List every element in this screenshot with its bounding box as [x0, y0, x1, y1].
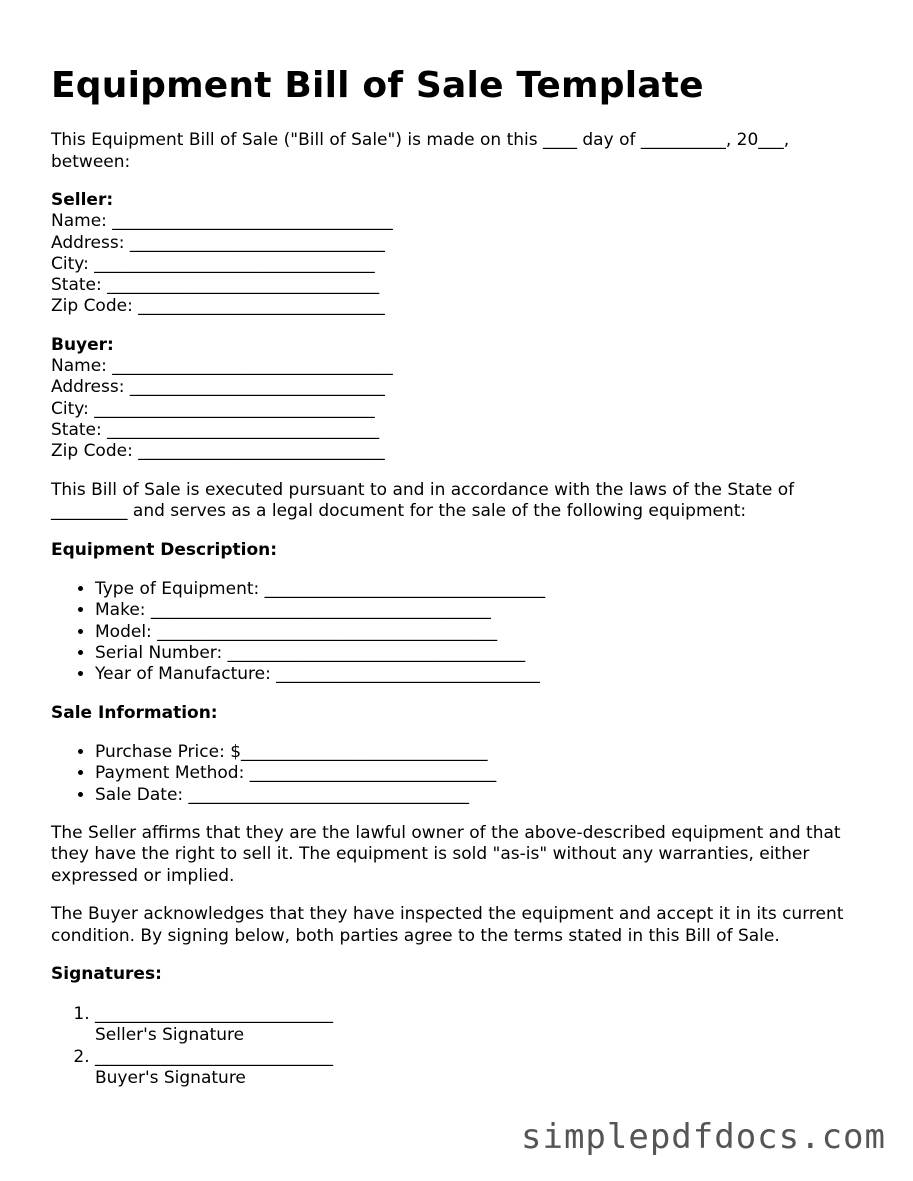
seller-address-field: Address: ______________________________ — [51, 232, 385, 253]
sale-price-field: • Purchase Price: $_____________________________ — [95, 742, 861, 763]
buyer-address-field: Address: ______________________________ — [51, 377, 385, 398]
buyer-signature-entry — [95, 1047, 861, 1090]
acknowledgement-paragraph: The Buyer acknowledges that they have inspected the equipment and accept it in its current condition. By signing below, both parties agree to the terms stated in this Bill of Sale. — [51, 904, 844, 946]
buyer-name-field: Name: _________________________________ — [51, 356, 393, 377]
affirmation-paragraph: The Seller affirms that they are the lawful owner of the above-described equipment and that they have the right to sell it. The equipment is sold "as-is" without any warranties, either expressed or implied. — [51, 822, 841, 886]
seller-zip-field: Zip Code: _____________________________ — [51, 296, 385, 317]
seller-city-field: City: _________________________________ — [51, 253, 375, 274]
seller-name-field: Name: _________________________________ — [51, 211, 393, 232]
buyer-signature-caption: Buyer's Signature — [95, 1068, 246, 1089]
buyer-state-field: State: ________________________________ — [51, 419, 380, 440]
watermark: simplepdfdocs.com — [521, 1117, 886, 1157]
sale-list — [51, 742, 861, 806]
buyer-zip-field: Zip Code: _____________________________ — [51, 441, 385, 462]
buyer-city-field: City: _________________________________ — [51, 398, 375, 419]
pursuant-paragraph: This Bill of Sale is executed pursuant to and in accordance with the laws of the State of _________ and serves as a legal document for the sale of the following equipment: — [51, 479, 795, 522]
equipment-heading: Equipment Description: — [51, 539, 278, 560]
equipment-year-field: • Year of Manufacture: _______________________________ — [95, 664, 861, 685]
equipment-type-field: • Type of Equipment: _________________________________ — [95, 579, 861, 600]
document-page — [51, 62, 861, 1090]
seller-signature-caption: Seller's Signature — [95, 1025, 245, 1046]
seller-section — [51, 190, 861, 318]
buyer-signature-line: 2. ____________________________ — [95, 1046, 333, 1067]
equipment-list — [51, 579, 861, 685]
equipment-make-field: • Make: ________________________________________ — [95, 600, 861, 621]
seller-signature-line: 1. ____________________________ — [95, 1003, 333, 1024]
sale-date-field: • Sale Date: _________________________________ — [95, 785, 861, 806]
seller-label: Seller: — [51, 190, 114, 210]
seller-state-field: State: ________________________________ — [51, 275, 380, 296]
signatures-list — [51, 1004, 861, 1090]
buyer-section — [51, 335, 861, 463]
seller-signature-entry — [95, 1004, 861, 1047]
equipment-serial-field: • Serial Number: ___________________________________ — [95, 643, 861, 664]
intro-paragraph: This Equipment Bill of Sale ("Bill of Sale") is made on this ____ day of __________, 20___, between: — [51, 130, 790, 172]
sale-heading: Sale Information: — [51, 702, 218, 723]
buyer-label: Buyer: — [51, 334, 114, 355]
sale-payment-field: • Payment Method: _____________________________ — [95, 763, 861, 784]
document-title: Equipment Bill of Sale Template — [51, 65, 704, 106]
equipment-model-field: • Model: ________________________________________ — [95, 622, 861, 643]
signatures-heading: Signatures: — [51, 964, 162, 985]
